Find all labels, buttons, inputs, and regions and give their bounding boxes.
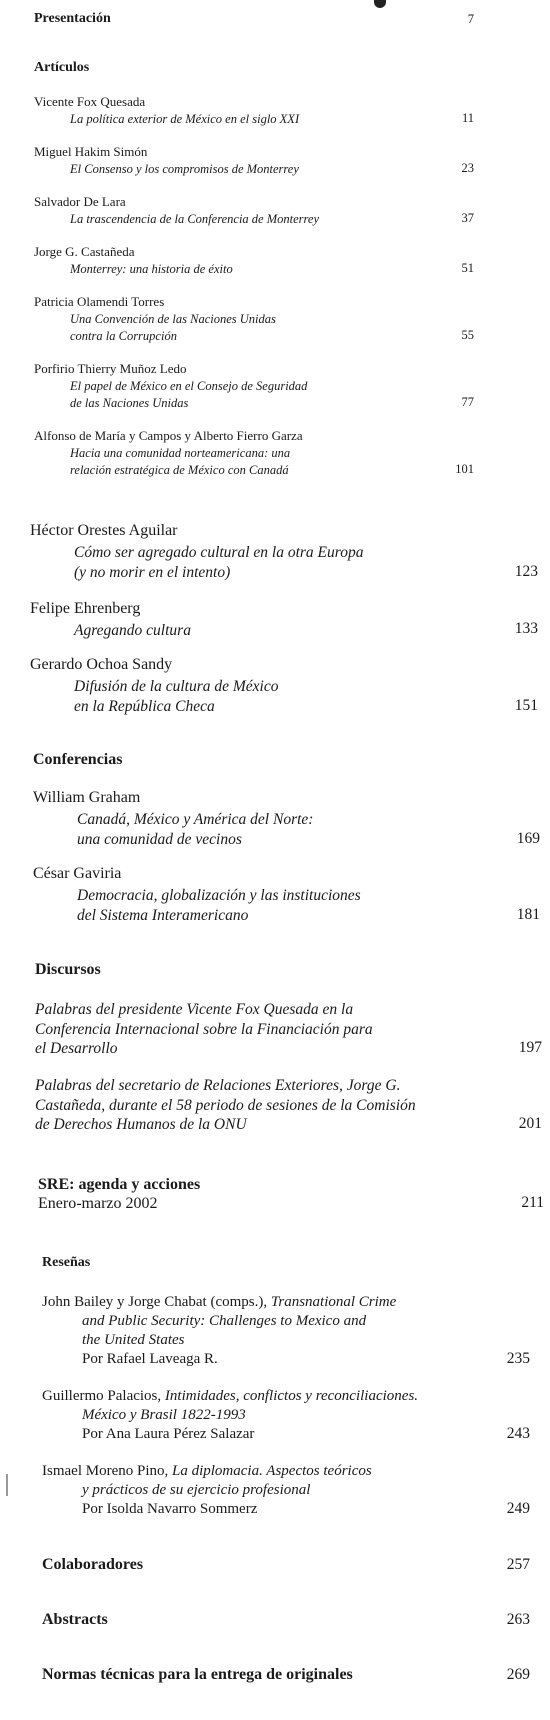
scan-mark (6, 1474, 8, 1496)
conference-title (77, 810, 313, 849)
article-author: Miguel Hakim Simón (34, 144, 148, 159)
article-title (74, 543, 363, 582)
title-line: and Public Security: Challenges to Mexico and (82, 1313, 367, 1329)
normas-page: 269 (506, 1666, 530, 1683)
title-line: the United States (82, 1332, 185, 1348)
presentacion-label: Presentación (34, 11, 111, 26)
review-title: La diplomacia. Aspectos teóricos (171, 1463, 372, 1479)
article-page: 37 (461, 211, 474, 225)
title-line: Hacia una comunidad norteamericana: una (70, 446, 291, 460)
article-page: 133 (514, 620, 538, 637)
speech-page: 197 (518, 1039, 542, 1056)
article-title: Agregando cultura (74, 622, 191, 639)
speech-page: 201 (518, 1115, 542, 1132)
conference-page: 169 (516, 830, 540, 847)
conference-author: César Gaviria (33, 865, 122, 882)
article-page: 151 (514, 697, 538, 714)
normas-label: Normas técnicas para la entrega de originales (42, 1666, 353, 1683)
conference-page: 181 (516, 906, 540, 923)
title-line: Conferencia Internacional sobre la Financiación para (35, 1020, 373, 1038)
title-line: Una Convención de las Naciones Unidas (70, 312, 276, 326)
title-line: del Sistema Interamericano (77, 906, 249, 924)
title-line: (y no morir en el intento) (74, 563, 231, 581)
article-author: Vicente Fox Quesada (34, 94, 146, 109)
sre-page: 211 (521, 1194, 544, 1211)
article-page: 77 (461, 395, 474, 409)
title-line: Palabras del presidente Vicente Fox Quesada en la (35, 1001, 354, 1018)
article-page: 55 (461, 328, 474, 342)
article-title: Monterrey: una historia de éxito (70, 262, 233, 276)
title-line: Cómo ser agregado cultural en la otra Europa (74, 544, 364, 561)
title-line: contra la Corrupción (70, 328, 177, 343)
articulos-heading: Artículos (34, 60, 90, 75)
speech-title (35, 1000, 373, 1059)
speech-title (35, 1076, 416, 1135)
review-entry (42, 1462, 492, 1519)
title-line: El papel de México en el Consejo de Seguridad (70, 379, 308, 393)
review-author: John Bailey y Jorge Chabat (comps.), (42, 1294, 268, 1310)
review-author: Guillermo Palacios, (42, 1388, 162, 1404)
presentacion-page: 7 (467, 12, 474, 26)
sre-heading: SRE: agenda y acciones (38, 1176, 201, 1193)
article-author: Gerardo Ochoa Sandy (30, 656, 173, 673)
colaboradores-page: 257 (506, 1556, 530, 1573)
review-author: Ismael Moreno Pino, (42, 1463, 169, 1479)
title-line: Castañeda, durante el 58 periodo de sesiones de la Comisión (35, 1096, 416, 1114)
review-reviewer: Por Rafael Laveaga R. (82, 1351, 218, 1367)
title-line: Palabras del secretario de Relaciones Exteriores, Jorge G. (35, 1077, 401, 1094)
title-line: Difusión de la cultura de México (74, 678, 279, 695)
review-entry (42, 1387, 502, 1444)
article-page: 11 (461, 111, 474, 125)
article-author: Salvador De Lara (34, 194, 126, 209)
review-page: 249 (506, 1500, 530, 1517)
article-page: 101 (455, 462, 474, 476)
review-reviewer: Por Ana Laura Pérez Salazar (82, 1426, 255, 1442)
top-ornament (374, 0, 386, 8)
article-title: La política exterior de México en el siglo XXI (70, 112, 300, 126)
review-reviewer: Por Isolda Navarro Sommerz (82, 1501, 258, 1517)
discursos-heading: Discursos (35, 961, 101, 978)
title-line: y prácticos de su ejercicio profesional (82, 1482, 311, 1498)
article-title (70, 445, 290, 478)
review-title: Intimidades, conflictos y reconciliaciones. (164, 1388, 419, 1404)
article-author: Héctor Orestes Aguilar (30, 522, 178, 539)
title-line: el Desarrollo (35, 1040, 118, 1057)
article-title (74, 677, 278, 716)
title-line: una comunidad de vecinos (77, 830, 242, 848)
abstracts-label: Abstracts (42, 1611, 108, 1628)
review-title: Transnational Crime (270, 1294, 397, 1310)
title-line: relación estratégica de México con Canadá (70, 462, 289, 477)
article-page: 123 (514, 563, 538, 580)
sre-subtitle: Enero-marzo 2002 (38, 1195, 158, 1212)
title-line: Democracia, globalización y las instituciones (77, 887, 361, 904)
title-line: en la República Checa (74, 697, 215, 715)
review-entry (42, 1293, 492, 1369)
article-page: 23 (461, 161, 474, 175)
title-line: México y Brasil 1822-1993 (82, 1407, 246, 1423)
conference-title (77, 886, 361, 925)
article-title: La trascendencia de la Conferencia de Monterrey (70, 212, 320, 226)
title-line: Canadá, México y América del Norte: (77, 811, 314, 828)
title-line: de las Naciones Unidas (70, 395, 189, 410)
resenas-heading: Reseñas (42, 1255, 91, 1270)
conference-author: William Graham (33, 789, 141, 806)
article-author: Porfirio Thierry Muñoz Ledo (34, 361, 187, 376)
article-title: El Consenso y los compromisos de Monterrey (70, 162, 299, 176)
colaboradores-label: Colaboradores (42, 1556, 144, 1573)
article-page: 51 (461, 261, 474, 275)
conferencias-heading: Conferencias (33, 751, 123, 768)
article-author: Jorge G. Castañeda (34, 244, 135, 259)
article-author: Alfonso de María y Campos y Alberto Fierro Garza (34, 428, 303, 443)
title-line: de Derechos Humanos de la ONU (35, 1116, 247, 1133)
abstracts-page: 263 (506, 1611, 530, 1628)
article-title (70, 311, 276, 344)
article-author: Patricia Olamendi Torres (34, 294, 165, 309)
article-author: Felipe Ehrenberg (30, 600, 141, 617)
article-title (70, 378, 307, 411)
review-page: 243 (506, 1425, 530, 1442)
review-page: 235 (506, 1350, 530, 1367)
